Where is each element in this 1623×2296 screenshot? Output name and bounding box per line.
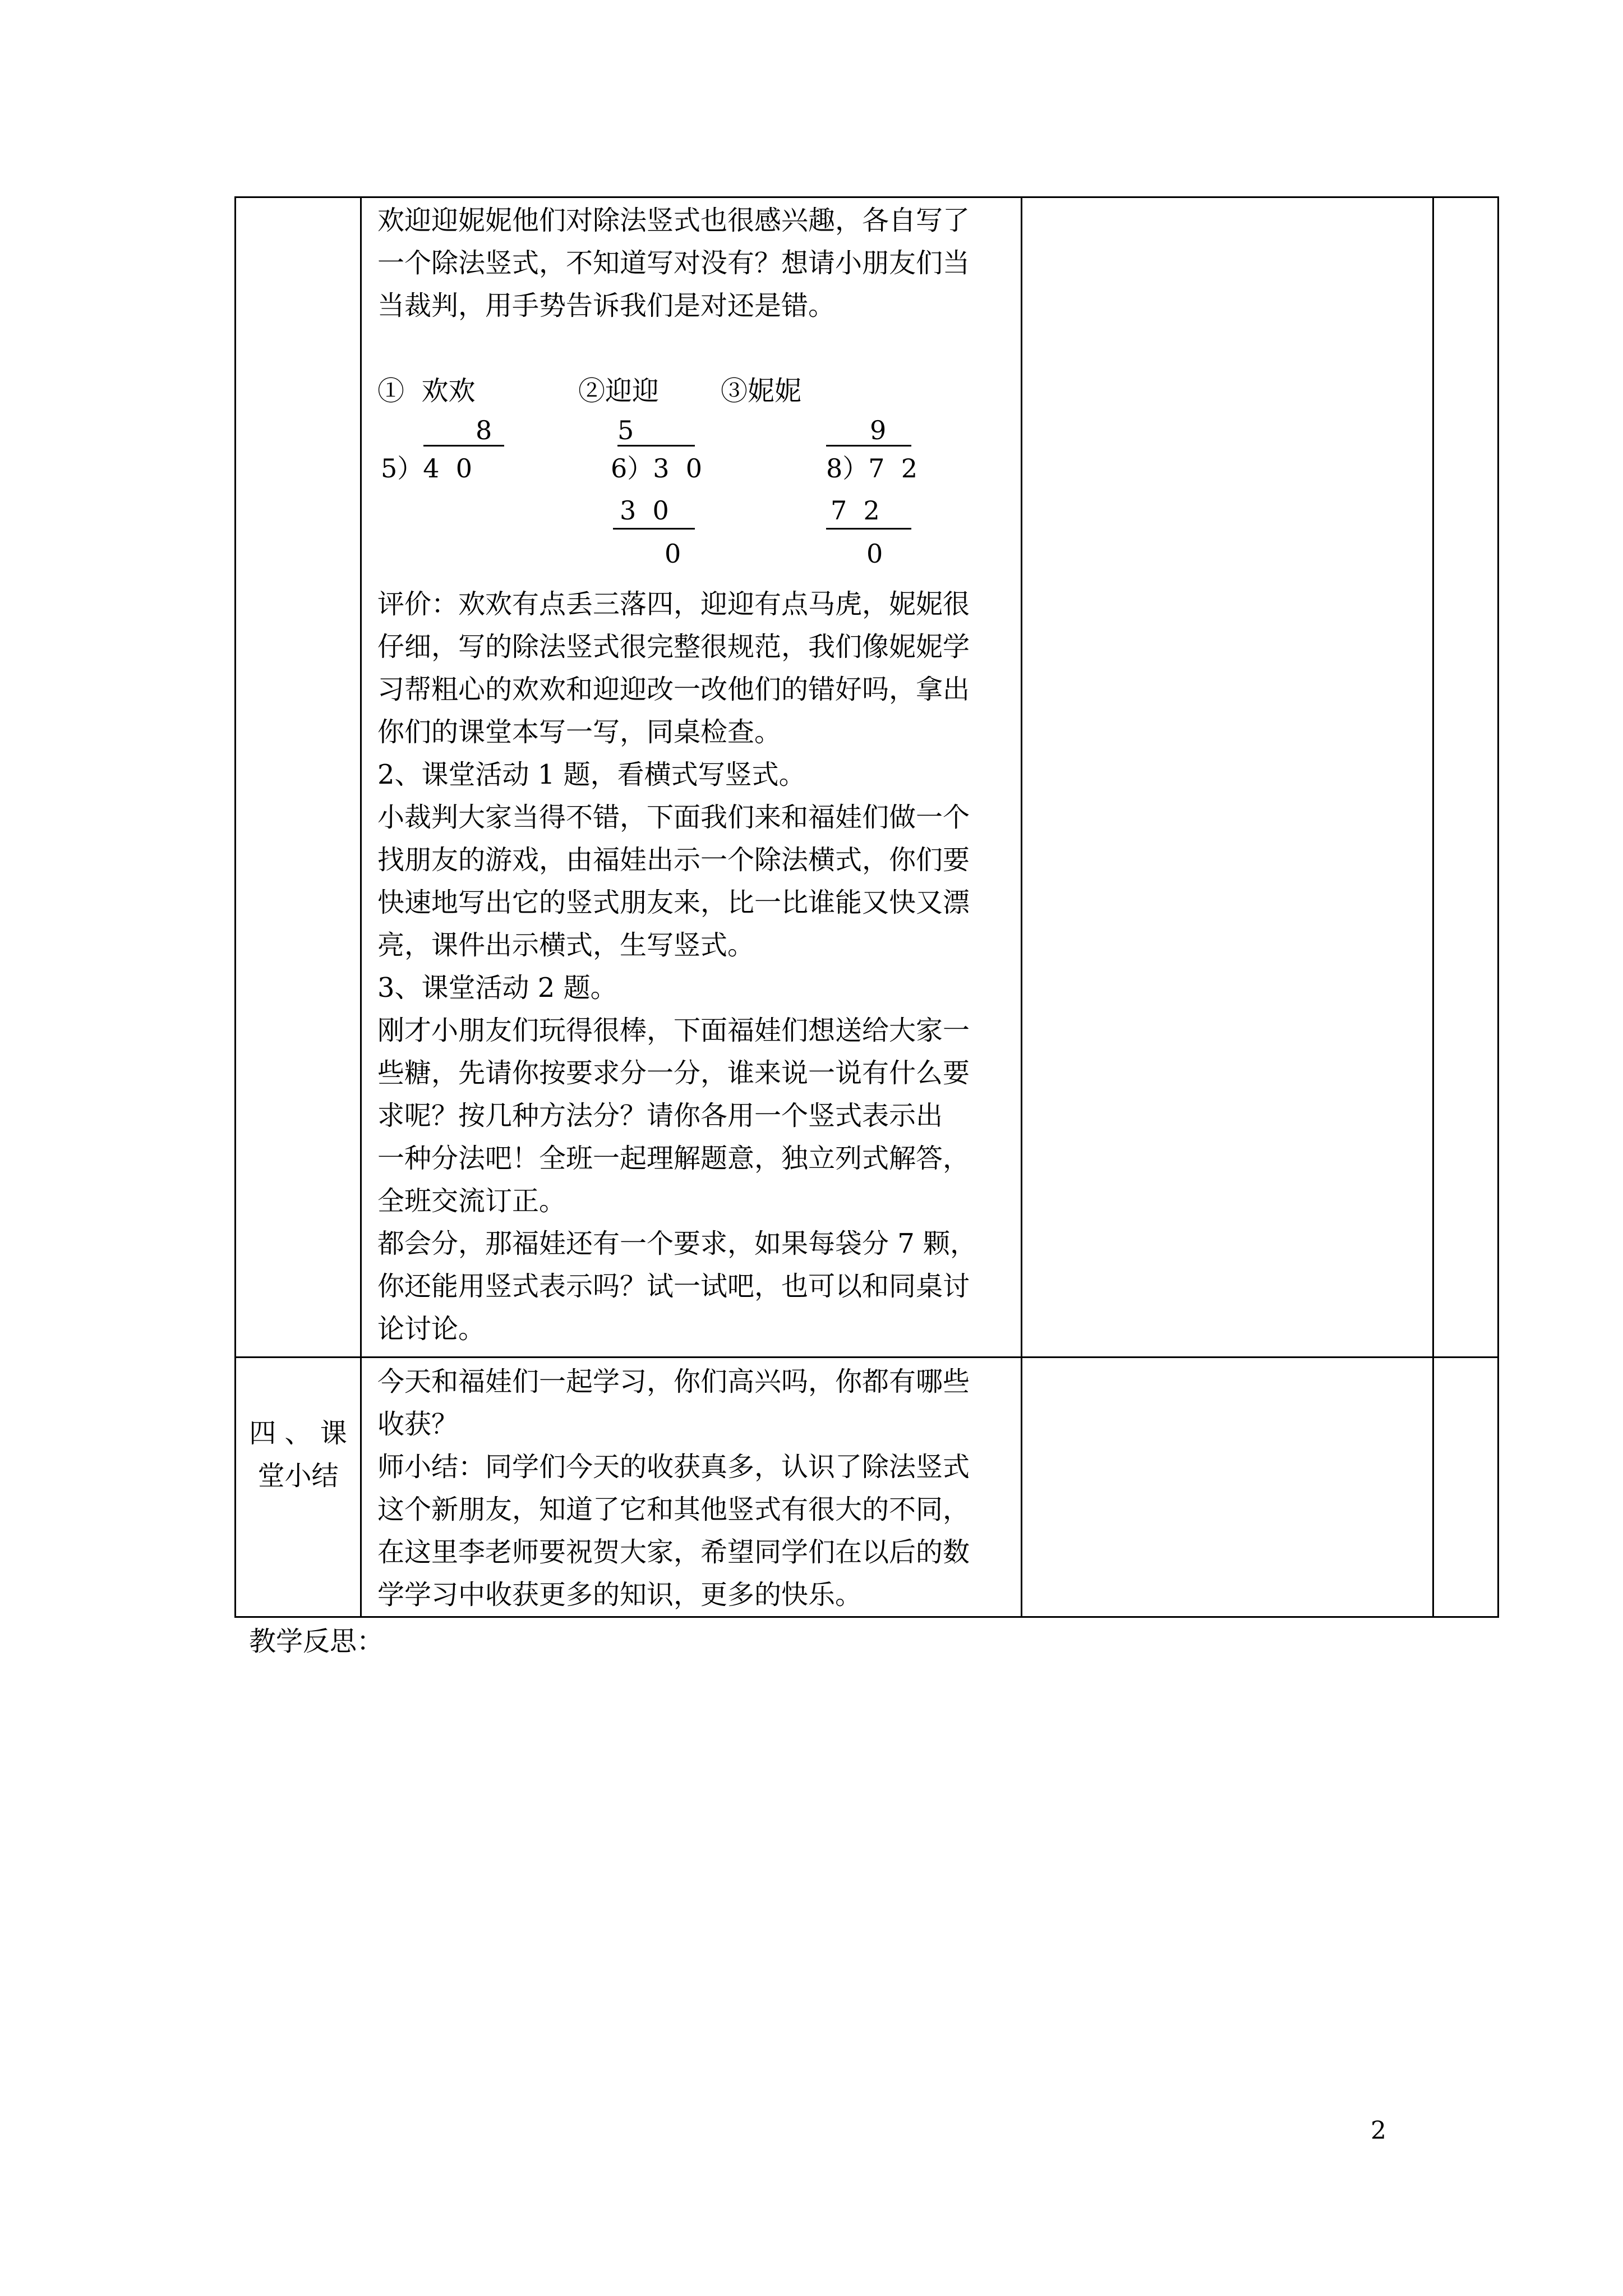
stage-label-line: 四 、 课: [249, 1418, 347, 1449]
text-line: 论讨论。: [377, 1313, 486, 1345]
huanhuan-division-bar: [423, 445, 504, 447]
lesson-plan-table: [234, 196, 1499, 1618]
huanhuan-quotient: 8: [476, 415, 492, 445]
text-line: 2、课堂活动 1 题，看横式写竖式。: [377, 759, 806, 790]
text-line: 都会分，那福娃还有一个要求，如果每袋分 7 颗，: [377, 1228, 978, 1259]
yingying-remainder: 0: [665, 539, 681, 569]
nini-quotient: 9: [870, 415, 887, 445]
summary-cell: [361, 1358, 1022, 1617]
nini-dividend: 8）7 2: [826, 453, 918, 484]
stage-cell-summary: [236, 1358, 361, 1617]
text-line: 找朋友的游戏，由福娃出示一个除法横式，你们要: [377, 844, 970, 876]
table-row-activities: [236, 197, 1498, 1358]
yingying-division-bar: [617, 445, 695, 447]
text-line: 这个新朋友，知道了它和其他竖式有很大的不同，: [377, 1494, 970, 1525]
extra-cell-empty: [1433, 1358, 1498, 1617]
long-division-examples: [377, 412, 1021, 583]
yingying-subtract-bar: [613, 528, 695, 530]
text-line: 刚才小朋友们玩得很棒，下面福娃们想送给大家一: [377, 1015, 970, 1046]
text-line: 评价：欢欢有点丢三落四，迎迎有点马虎，妮妮很: [377, 588, 970, 620]
yingying-quotient: 5: [617, 415, 634, 445]
notes-cell-empty: [1022, 1358, 1433, 1617]
yingying-dividend: 6）3 0: [611, 453, 703, 484]
yingying-product: 3 0: [620, 495, 669, 526]
text-line: 学学习中收获更多的知识，更多的快乐。: [377, 1579, 863, 1611]
huanhuan-dividend: 5）4 0: [381, 453, 473, 484]
label-yingying: ②迎迎: [578, 375, 660, 407]
stage-cell-empty: [236, 197, 361, 1358]
text-line: 欢迎迎妮妮他们对除法竖式也很感兴趣，各自写了: [377, 205, 970, 236]
text-line: 一种分法吧！全班一起理解题意，独立列式解答，: [377, 1143, 970, 1174]
text-line: 你还能用竖式表示吗？试一试吧，也可以和同桌讨: [377, 1271, 970, 1302]
blank-line: [377, 327, 1021, 370]
text-line: 3、课堂活动 2 题。: [377, 972, 617, 1004]
page-number: 2: [1371, 2116, 1386, 2145]
example-labels: [377, 370, 1021, 412]
text-line: 师小结：同学们今天的收获真多，认识了除法竖式: [377, 1451, 970, 1483]
nini-subtract-bar: [826, 528, 911, 530]
text-line: 习帮粗心的欢欢和迎迎改一改他们的错好吗，拿出: [377, 674, 970, 705]
label-nini: ③妮妮: [721, 375, 802, 407]
table-row-summary: [236, 1358, 1498, 1617]
stage-label-line: 堂小结: [257, 1460, 339, 1492]
process-cell: [361, 197, 1022, 1358]
text-line: 收获？: [377, 1409, 459, 1440]
text-line: 快速地写出它的竖式朋友来，比一比谁能又快又漂: [377, 887, 970, 918]
text-line: 仔细，写的除法竖式很完整很规范，我们像妮妮学: [377, 631, 970, 662]
text-line: 在这里李老师要祝贺大家，希望同学们在以后的数: [377, 1536, 970, 1568]
text-line: 全班交流订正。: [377, 1185, 566, 1217]
text-line: 当裁判，用手势告诉我们是对还是错。: [377, 290, 836, 321]
extra-cell-empty: [1433, 197, 1498, 1358]
text-line: 亮，课件出示横式，生写竖式。: [377, 930, 755, 961]
teaching-reflection-label: 教学反思：: [249, 1626, 384, 1657]
text-line: 求呢？按几种方法分？请你各用一个竖式表示出: [377, 1100, 943, 1131]
text-line: 小裁判大家当得不错，下面我们来和福娃们做一个: [377, 802, 970, 833]
text-line: 今天和福娃们一起学习，你们高兴吗，你都有哪些: [377, 1366, 970, 1397]
nini-remainder: 0: [866, 539, 883, 569]
nini-product: 7 2: [831, 495, 880, 526]
text-line: 一个除法竖式，不知道写对没有？想请小朋友们当: [377, 247, 970, 279]
notes-cell-empty: [1022, 197, 1433, 1358]
nini-division-bar: [826, 445, 911, 447]
label-huanhuan: ① 欢欢: [377, 375, 476, 407]
text-line: 你们的课堂本写一写，同桌检查。: [377, 716, 782, 748]
text-line: 些糖，先请你按要求分一分，谁来说一说有什么要: [377, 1057, 970, 1089]
